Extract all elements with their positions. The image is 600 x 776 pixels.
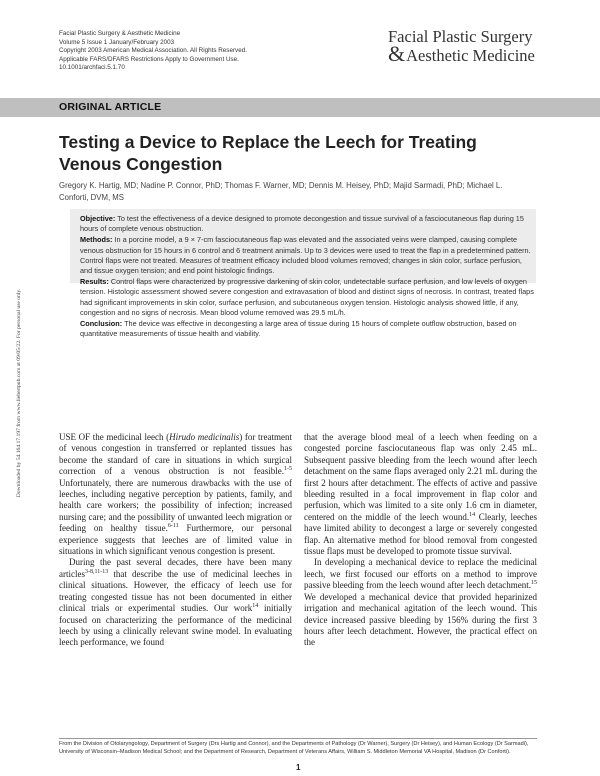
methods-text: In a porcine model, a 9 × 7-cm fasciocutaneous flap was elevated and the associated veins were clamped, causing complete venous obstruction for 15 hours in 6 control and 6 treatment animals. Up to 3 devices were used to treat the flap in a predetermined pattern. Control flaps were not treated. Measures of treatment efficacy included blood volumes removed; changes in skin color, surface perfusion, and tissue oxygen tension; and end point histologic findings. xyxy=(80,235,531,276)
journal-header-meta xyxy=(59,30,329,73)
citation-ref: 3-8,11-13 xyxy=(85,568,109,575)
citation-ref: 14 xyxy=(469,511,476,518)
species-name: Hirudo medicinalis xyxy=(169,432,240,442)
objective-text: To test the effectiveness of a device designed to promote decongestion and tissue survival of a fasciocutaneous flap during 15 hours of complete venous obstruction. xyxy=(80,214,524,234)
journal-logo-ampersand: & xyxy=(388,41,406,66)
download-side-note xyxy=(12,258,26,528)
conclusion-text: The device was effective in decongesting a large area of tissue during 15 hours of complete outflow obstruction, based on quantitative measurements of tissue health and viability. xyxy=(80,319,517,339)
doi-line: 10.1001/archfaci.5.1.70 xyxy=(59,64,125,72)
methods-label: Methods: xyxy=(80,235,113,245)
conclusion-label: Conclusion: xyxy=(80,319,123,329)
results-label: Results: xyxy=(80,277,109,287)
body-paragraph: that the average blood meal of a leech when feeding on a congested porcine fasciocutaneous flap was only 2.45 mL. Subsequent passive bleeding from the leech wound after leech detachment on the same flaps averaged only 2.21 mL during the first 2 hours after detachment. The effects of active and passive bleeding resulted in a focal improvement in flap color and perfusion, which was limited to a site only 1.6 cm in diameter, centered on the middle of the leech wound.$^{14}$ Clearly, leeches have limited ability to decongest a large or severely congested flap. An alternative method for blood removal from congested tissue flaps must be developed to promote tissue survival. xyxy=(304,432,537,557)
citation-ref: 14 xyxy=(252,603,259,610)
journal-logo-line2: Aesthetic Medicine xyxy=(406,46,535,65)
body-column-left xyxy=(59,432,292,649)
author-list: Gregory K. Hartig, MD; Nadine P. Connor, PhD; Thomas F. Warner, MD; Dennis M. Heisey, PhD; Majid Sarmadi, PhD; Michael L. Conforti, DVM, MS xyxy=(59,181,503,202)
affiliation-footnote: From the Division of Otolaryngology, Department of Surgery (Drs Hartig and Connor), and the Departments of Pathology (Dr Warner), Surgery (Dr Heisey), and Human Ecology (Dr Sarmadi), University of Wisconsin–Madison Medical School; and the Department of Research, Department of Veterans Affairs, William S. Middleton Memorial VA Hospital, Madison (Dr Conforti). xyxy=(59,741,529,755)
citation-ref: 15 xyxy=(531,580,537,587)
journal-name-line: Facial Plastic Surgery & Aesthetic Medicine xyxy=(59,30,181,37)
citation-ref: 1-5 xyxy=(284,466,292,473)
copyright-line: Copyright 2003 American Medical Association. All Rights Reserved. xyxy=(59,47,247,55)
restrictions-line: Applicable FARS/DFARS Restrictions Apply to Government Use. xyxy=(59,55,239,63)
results-text: Control flaps were characterized by progressive darkening of skin color, undetectable surface perfusion, and low levels of oxygen tension. Histologic assessment showed severe congestion and extravasation of blood and distinct signs of necrosis. In contrast, treated flaps had significant improvements in skin color, surface perfusion, and subcutaneous oxygen tension. Histologic analysis showed little, if any, congestion and no signs of necrosis. Mean blood volume removed was 29.5 mL/h. xyxy=(80,277,534,317)
footnote-divider xyxy=(59,738,537,739)
download-side-note-text: Downloaded by 54.164.17.197 from www.liebertpub.com at 09/05/22. For personal use only. xyxy=(16,288,22,498)
section-label: ORIGINAL ARTICLE xyxy=(59,101,162,113)
article-title: Testing a Device to Replace the Leech for Treating Venous Congestion xyxy=(59,132,477,174)
abstract-results xyxy=(80,277,536,318)
abstract-objective xyxy=(80,214,536,234)
volume-issue-line: Volume 5 Issue 1 January/February 2003 xyxy=(59,38,175,46)
body-paragraph: During the past several decades, there have been many articles$^{3-8,11-13}$ that describe the use of medicinal leeches in clinical situations. However, the efficacy of leech use for treating congested tissue has not been documented in either clinical trials or experimental studies. Our work$^{14}$ initially focused on characterizing the performance of the medicinal leech by using a clinically relevant swine model. In evaluating leech performance, we found xyxy=(59,557,293,648)
body-paragraph: USE OF the medicinal leech (Hirudo medicinalis) for treatment of venous congestion in transferred or replanted tissues has become the standard of care in situations in which surgical correction of a venous obstruction is not feasible.$^{1-5}$ Unfortunately, there are numerous drawbacks with the use of leeches, including negative perception by patients, family, and health care workers; the possibility of infection; increased nursing care; and the possibility of unwanted leech migration or feeding on healthy tissue.$^{6-11}$ Furthermore, our personal experience suggests that leeches are of limited value in situations in which significant venous congestion is present. xyxy=(59,432,292,557)
journal-logo xyxy=(388,28,588,65)
objective-label: Objective: xyxy=(80,214,116,223)
page-number: 1 xyxy=(296,763,301,772)
abstract-conclusion xyxy=(80,319,536,339)
abstract xyxy=(80,214,536,340)
body-paragraph: In developing a mechanical device to replace the medicinal leech, we first focused our efforts on a method to improve passive bleeding from the leech wound after leech detachment.$^{15}$ We developed a mechanical device that provided heparinized irrigation and mechanical agitation of the leech wound. This device increased passive bleeding by 156% during the first 3 hours after leech detachment. However, the practical effect on the xyxy=(304,557,537,648)
journal-logo-line1: Facial Plastic Surgery xyxy=(388,27,533,46)
abstract-methods xyxy=(80,235,536,276)
body-column-right xyxy=(304,432,537,649)
citation-ref: 6-11 xyxy=(167,523,179,530)
